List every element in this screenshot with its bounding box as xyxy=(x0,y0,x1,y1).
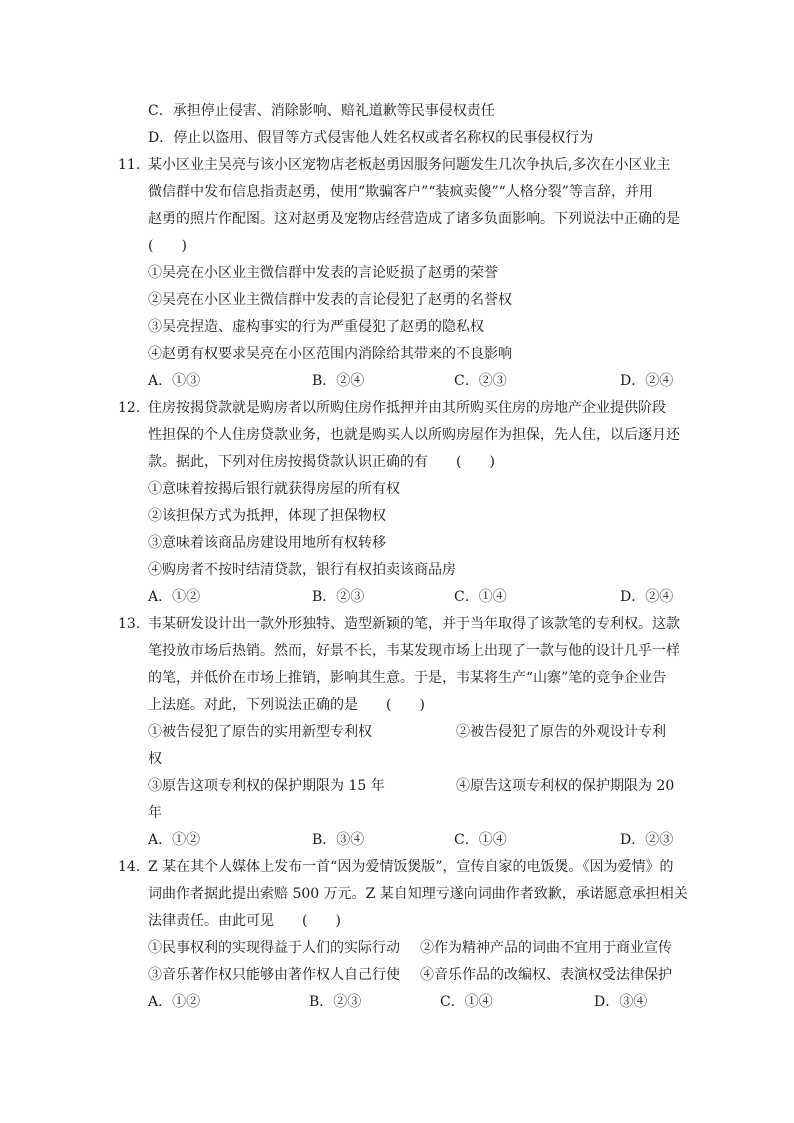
question-13-option-c: C．①④ xyxy=(454,832,507,848)
question-13-item-wrap: 年 xyxy=(148,805,162,821)
question-14-item: ③音乐著作权只能够由著作权人自己行使 xyxy=(148,967,400,983)
question-13-option-b: B．③④ xyxy=(312,832,365,848)
question-14-option-d: D．③④ xyxy=(594,994,648,1010)
question-12-option-c: C．①④ xyxy=(454,589,507,605)
question-12-option-d: D．②④ xyxy=(620,589,674,605)
question-11-number: 11. xyxy=(118,157,141,173)
question-12-number: 12. xyxy=(118,400,141,416)
prev-option-d: D．停止以盗用、假冒等方式侵害他人姓名权或者名称权的民事侵权行为 xyxy=(148,130,594,146)
question-12-item: ②该担保方式为抵押，体现了担保物权 xyxy=(148,508,386,524)
question-11-option-b: B．②④ xyxy=(312,373,365,389)
question-14-item: ①民事权利的实现得益于人们的实际行动 xyxy=(148,940,400,956)
question-13-stem-line: 上法庭。对此，下列说法正确的是 ( ) xyxy=(148,697,425,713)
question-14-stem-line: 词曲作者据此提出索赔 500 万元。Z 某自知理亏遂向词曲作者致歉，承诺愿意承担相关 xyxy=(148,886,688,902)
question-13-item: ④原告这项专利权的保护期限为 20 xyxy=(456,778,675,794)
question-13-item: ③原告这项专利权的保护期限为 15 年 xyxy=(148,778,385,794)
question-11-item: ②吴亮在小区业主微信群中发表的言论侵犯了赵勇的名誉权 xyxy=(148,292,512,308)
question-12-stem-line: 款。据此，下列对住房按揭贷款认识正确的有 ( ) xyxy=(148,454,495,470)
question-14-option-a: A．①② xyxy=(148,994,201,1010)
question-13-stem-line: 的笔，并低价在市场上推销，影响其生意。于是，韦某将生产“山寨”笔的竞争企业告 xyxy=(148,670,667,686)
question-13-stem-line: 韦某研发设计出一款外形独特、造型新颖的笔，并于当年取得了该款笔的专利权。这款 xyxy=(148,616,680,632)
question-11-option-c: C．②③ xyxy=(454,373,507,389)
question-14-option-b: B．②③ xyxy=(309,994,362,1010)
question-11-item: ④赵勇有权要求吴亮在小区范围内消除给其带来的不良影响 xyxy=(148,346,512,362)
question-14-stem-line: Z 某在其个人媒体上发布一首“因为爱情饭煲版”，宣传自家的电饭煲。《因为爱情》的 xyxy=(148,859,674,875)
question-11-stem-line: 赵勇的照片作配图。这对赵勇及宠物店经营造成了诸多负面影响。下列说法中正确的是 xyxy=(148,211,680,227)
question-12-stem-line: 性担保的个人住房贷款业务，也就是购买人以所购房屋作为担保，先人住，以后逐月还 xyxy=(148,427,680,443)
question-13-item: ①被告侵犯了原告的实用新型专利权 xyxy=(148,724,372,740)
question-13-option-a: A．①② xyxy=(148,832,201,848)
question-12-item: ①意味着按揭后银行就获得房屋的所有权 xyxy=(148,481,400,497)
question-14-number: 14. xyxy=(118,859,141,875)
question-11-item: ①吴亮在小区业主微信群中发表的言论贬损了赵勇的荣誉 xyxy=(148,265,498,281)
question-14-option-c: C．①④ xyxy=(440,994,493,1010)
question-14-stem-line: 法律责任。由此可见 ( ) xyxy=(148,913,341,929)
question-12-option-a: A．①② xyxy=(148,589,201,605)
question-13-item: ②被告侵犯了原告的外观设计专利 xyxy=(456,724,666,740)
question-13-option-d: D．②③ xyxy=(620,832,674,848)
question-11-stem-line: ( ) xyxy=(148,238,187,254)
question-13-number: 13. xyxy=(118,616,141,632)
question-11-option-d: D．②④ xyxy=(620,373,674,389)
question-12-item: ④购房者不按时结清贷款，银行有权拍卖该商品房 xyxy=(148,562,456,578)
prev-option-c: C．承担停止侵害、消除影响、赔礼道歉等民事侵权责任 xyxy=(148,103,495,119)
question-13-item-wrap: 权 xyxy=(148,751,162,767)
question-12-option-b: B．②③ xyxy=(312,589,365,605)
question-11-item: ③吴亮捏造、虚构事实的行为严重侵犯了赵勇的隐私权 xyxy=(148,319,484,335)
question-12-item: ③意味着该商品房建设用地所有权转移 xyxy=(148,535,386,551)
question-11-option-a: A．①③ xyxy=(148,373,201,389)
question-12-stem-line: 住房按揭贷款就是购房者以所购住房作抵押并由其所购买住房的房地产企业提供阶段 xyxy=(148,400,666,416)
question-13-stem-line: 笔投放市场后热销。然而，好景不长，韦某发现市场上出现了一款与他的设计几乎一样 xyxy=(148,643,680,659)
question-14-item: ④音乐作品的改编权、表演权受法律保护 xyxy=(420,967,672,983)
question-14-item: ②作为精神产品的词曲不宜用于商业宣传 xyxy=(420,940,672,956)
question-11-stem-line: 微信群中发布信息指责赵勇，使用“欺骗客户”“装疯卖傻”“人格分裂”等言辞，并用 xyxy=(148,184,653,200)
question-11-stem-line: 某小区业主吴亮与该小区宠物店老板赵勇因服务问题发生几次争执后,多次在小区业主 xyxy=(148,157,671,173)
